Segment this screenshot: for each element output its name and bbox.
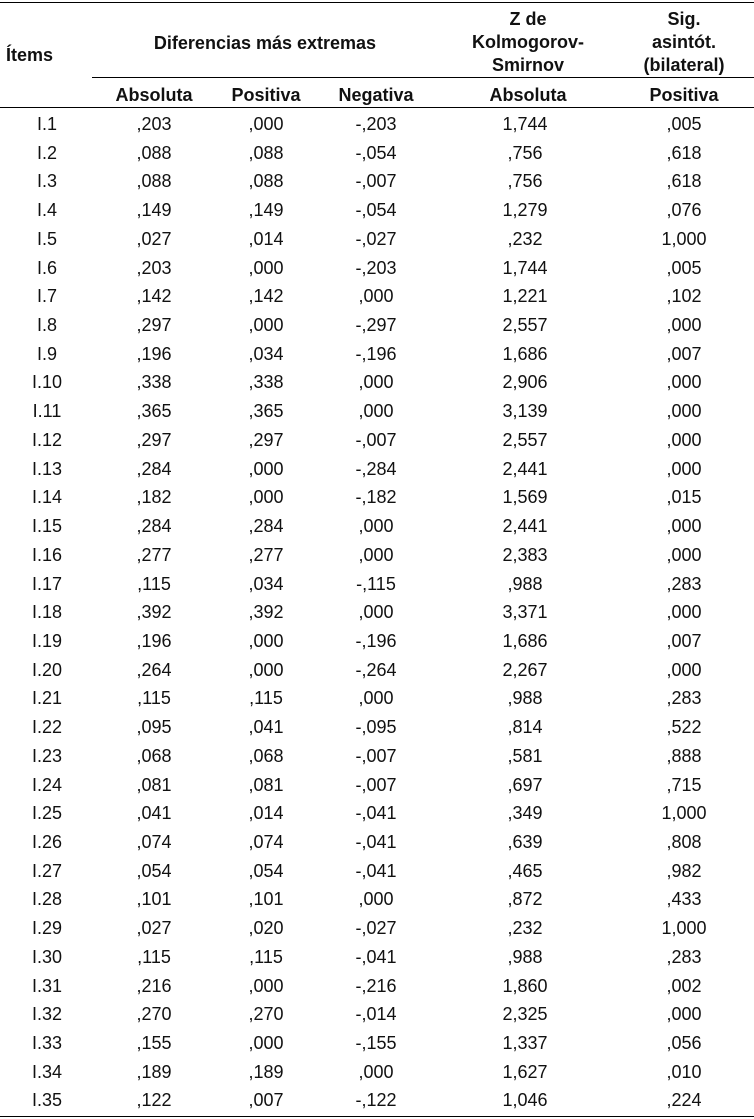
cell-positiva: ,115	[249, 946, 283, 967]
cell-positiva: ,297	[248, 429, 284, 450]
cell-absoluta: ,088	[136, 142, 172, 163]
cell-sig-positiva: ,715	[666, 774, 702, 795]
cell-positiva: ,000	[248, 487, 284, 508]
cell-absoluta: ,041	[136, 803, 172, 824]
cell-sig-positiva: ,056	[666, 1033, 702, 1053]
table-row	[0, 1000, 754, 1029]
cell-item: I.18	[31, 602, 63, 623]
table-row	[0, 885, 754, 914]
cell-negativa: -,027	[355, 228, 397, 249]
cell-negativa: -,014	[355, 1004, 397, 1025]
table-row	[0, 828, 754, 857]
cell-sig-positiva: ,000	[666, 429, 702, 450]
cell-absoluta: ,142	[136, 286, 172, 307]
cell-sig-positiva: ,283	[666, 946, 702, 967]
table-row	[0, 943, 754, 972]
cell-positiva: ,054	[248, 860, 284, 881]
cell-item: I.30	[31, 946, 63, 967]
cell-sig-positiva: ,433	[666, 889, 702, 910]
table-row	[0, 742, 754, 771]
cell-absoluta: ,216	[136, 975, 172, 996]
cell-z-absoluta: ,814	[507, 717, 543, 738]
cell-item: I.19	[31, 630, 63, 651]
cell-z-absoluta: 3,371	[502, 602, 548, 623]
cell-item: I.25	[31, 803, 63, 824]
cell-z-absoluta: 1,337	[502, 1033, 548, 1053]
cell-negativa: -,264	[355, 659, 397, 680]
cell-absoluta: ,196	[136, 630, 172, 651]
table-row	[0, 311, 754, 340]
cell-positiva: ,088	[248, 142, 284, 163]
cell-absoluta: ,284	[136, 458, 172, 479]
cell-sig-positiva: ,076	[666, 200, 702, 221]
cell-item: I.16	[31, 544, 63, 565]
cell-positiva: ,365	[248, 401, 284, 422]
cell-positiva: ,284	[248, 516, 284, 537]
cell-negativa: ,000	[358, 286, 394, 307]
cell-sig-positiva: ,618	[666, 142, 702, 163]
cell-item: I.1	[36, 114, 57, 134]
cell-absoluta: ,115	[137, 688, 171, 709]
subheader-absoluta: Absoluta	[115, 85, 193, 105]
cell-negativa: -,041	[355, 860, 397, 881]
table-row	[0, 139, 754, 168]
cell-sig-positiva: ,224	[666, 1090, 702, 1111]
header-sig-line3: (bilateral)	[643, 55, 725, 75]
cell-absoluta: ,027	[136, 228, 172, 249]
cell-negativa: ,000	[358, 688, 394, 709]
cell-sig-positiva: 1,000	[661, 228, 707, 249]
cell-sig-positiva: ,007	[666, 343, 702, 364]
cell-z-absoluta: 1,221	[502, 286, 548, 307]
subheader-rule	[0, 107, 754, 108]
cell-z-absoluta: ,756	[507, 142, 543, 163]
cell-item: I.10	[31, 372, 63, 393]
cell-sig-positiva: ,808	[666, 831, 702, 852]
cell-sig-positiva: ,522	[666, 717, 702, 738]
cell-sig-positiva: ,000	[666, 516, 702, 537]
cell-item: I.8	[36, 315, 57, 336]
cell-negativa: ,000	[358, 602, 394, 623]
cell-z-absoluta: ,232	[507, 228, 543, 249]
cell-negativa: -,196	[355, 630, 397, 651]
table-row	[0, 972, 754, 1001]
cell-item: I.13	[31, 458, 63, 479]
cell-negativa: -,054	[355, 142, 397, 163]
table-row	[0, 656, 754, 685]
table-row	[0, 167, 754, 196]
cell-sig-positiva: ,283	[666, 573, 702, 594]
cell-negativa: -,297	[355, 315, 397, 336]
cell-z-absoluta: 2,267	[502, 659, 548, 680]
cell-positiva: ,101	[248, 889, 284, 910]
cell-z-absoluta: ,697	[507, 774, 543, 795]
cell-absoluta: ,392	[136, 602, 172, 623]
cell-absoluta: ,074	[136, 831, 172, 852]
cell-sig-positiva: ,000	[666, 1004, 702, 1025]
cell-negativa: -,027	[355, 918, 397, 939]
cell-positiva: ,041	[248, 717, 284, 738]
cell-sig-positiva: ,005	[666, 257, 702, 278]
cell-item: I.14	[31, 487, 63, 508]
cell-positiva: ,088	[248, 171, 284, 192]
cell-z-absoluta: ,756	[507, 171, 543, 192]
table-row	[0, 1086, 754, 1115]
cell-sig-positiva: ,000	[666, 544, 702, 565]
cell-sig-positiva: ,618	[666, 171, 702, 192]
cell-sig-positiva: ,005	[666, 114, 702, 134]
cell-absoluta: ,081	[136, 774, 172, 795]
table-row	[0, 483, 754, 512]
cell-z-absoluta: 2,441	[502, 458, 548, 479]
cell-item: I.29	[31, 918, 63, 939]
cell-negativa: -,284	[355, 458, 397, 479]
cell-sig-positiva: ,000	[666, 602, 702, 623]
cell-negativa: -,196	[355, 343, 397, 364]
cell-sig-positiva: ,000	[666, 315, 702, 336]
table-row	[0, 225, 754, 254]
table-bottom-rule	[0, 1116, 754, 1117]
cell-negativa: ,000	[358, 544, 394, 565]
cell-sig-positiva: ,010	[666, 1061, 702, 1082]
cell-z-absoluta: ,988	[507, 688, 543, 709]
cell-z-absoluta: ,349	[507, 803, 543, 824]
table-row	[0, 799, 754, 828]
cell-positiva: ,074	[248, 831, 284, 852]
cell-z-absoluta: 1,279	[502, 200, 548, 221]
table-row	[0, 397, 754, 426]
cell-item: I.5	[36, 228, 57, 249]
cell-item: I.20	[31, 659, 63, 680]
cell-positiva: ,081	[248, 774, 284, 795]
subheader-sig-positiva: Positiva	[649, 85, 719, 105]
table-row	[0, 426, 754, 455]
cell-absoluta: ,027	[136, 918, 172, 939]
cell-positiva: ,338	[248, 372, 284, 393]
cell-item: I.27	[31, 860, 63, 881]
subheader-z-absoluta: Absoluta	[489, 85, 567, 105]
table-row	[0, 713, 754, 742]
cell-absoluta: ,264	[136, 659, 172, 680]
cell-positiva: ,000	[248, 1033, 284, 1053]
cell-item: I.26	[31, 831, 63, 852]
cell-negativa: ,000	[358, 889, 394, 910]
cell-absoluta: ,182	[136, 487, 172, 508]
header-z-line2: Kolmogorov-	[472, 32, 584, 52]
cell-positiva: ,000	[248, 975, 284, 996]
cell-positiva: ,020	[248, 918, 284, 939]
cell-item: I.17	[31, 573, 63, 594]
cell-sig-positiva: ,002	[666, 975, 702, 996]
cell-absoluta: ,297	[136, 429, 172, 450]
cell-item: I.35	[31, 1090, 63, 1111]
header-items: Ítems	[6, 45, 54, 65]
header-z-line1: Z de	[509, 9, 547, 29]
header-group-rule	[92, 77, 754, 78]
cell-z-absoluta: 2,906	[502, 372, 548, 393]
cell-item: I.28	[31, 889, 63, 910]
cell-absoluta: ,203	[136, 257, 172, 278]
cell-positiva: ,000	[248, 458, 284, 479]
cell-item: I.31	[31, 975, 63, 996]
cell-positiva: ,014	[248, 228, 284, 249]
cell-z-absoluta: ,988	[507, 946, 543, 967]
table-row	[0, 340, 754, 369]
cell-z-absoluta: 1,744	[502, 257, 548, 278]
cell-z-absoluta: 3,139	[502, 401, 548, 422]
cell-sig-positiva: ,007	[666, 630, 702, 651]
cell-absoluta: ,189	[136, 1061, 172, 1082]
cell-positiva: ,000	[248, 315, 284, 336]
cell-z-absoluta: ,872	[507, 889, 543, 910]
cell-absoluta: ,149	[136, 200, 172, 221]
cell-negativa: ,000	[358, 1061, 394, 1082]
cell-absoluta: ,203	[136, 114, 172, 134]
header-sig-line2: asintót.	[651, 32, 716, 52]
cell-z-absoluta: ,465	[507, 860, 543, 881]
cell-absoluta: ,270	[136, 1004, 172, 1025]
cell-negativa: ,000	[358, 401, 394, 422]
cell-positiva: ,142	[248, 286, 284, 307]
cell-sig-positiva: ,982	[666, 860, 702, 881]
cell-z-absoluta: 1,046	[502, 1090, 548, 1111]
cell-sig-positiva: ,000	[666, 401, 702, 422]
cell-absoluta: ,196	[136, 343, 172, 364]
cell-negativa: -,216	[355, 975, 397, 996]
cell-negativa: -,007	[355, 745, 397, 766]
cell-item: I.3	[36, 171, 57, 192]
cell-item: I.33	[31, 1033, 63, 1053]
cell-z-absoluta: 1,860	[502, 975, 548, 996]
table-row	[0, 857, 754, 886]
table-row	[0, 368, 754, 397]
cell-absoluta: ,277	[136, 544, 172, 565]
table-row	[0, 1029, 754, 1058]
cell-z-absoluta: ,988	[507, 573, 543, 594]
cell-negativa: -,122	[355, 1090, 397, 1111]
cell-z-absoluta: 2,441	[502, 516, 548, 537]
cell-negativa: -,095	[355, 717, 397, 738]
cell-negativa: -,182	[355, 487, 397, 508]
cell-z-absoluta: 2,325	[502, 1004, 548, 1025]
cell-item: I.23	[31, 745, 63, 766]
cell-absoluta: ,115	[137, 573, 171, 594]
cell-item: I.32	[31, 1004, 63, 1025]
cell-absoluta: ,115	[137, 946, 171, 967]
table-row	[0, 627, 754, 656]
cell-item: I.24	[31, 774, 63, 795]
cell-z-absoluta: 2,383	[502, 544, 548, 565]
cell-negativa: -,155	[355, 1033, 397, 1053]
cell-absoluta: ,054	[136, 860, 172, 881]
cell-negativa: ,000	[358, 372, 394, 393]
cell-item: I.12	[31, 429, 63, 450]
cell-positiva: ,149	[248, 200, 284, 221]
cell-absoluta: ,095	[136, 717, 172, 738]
cell-negativa: ,000	[358, 516, 394, 537]
cell-sig-positiva: 1,000	[661, 918, 707, 939]
cell-negativa: -,054	[355, 200, 397, 221]
cell-negativa: -,007	[355, 171, 397, 192]
cell-negativa: -,115	[356, 573, 396, 594]
cell-z-absoluta: 1,744	[502, 114, 548, 134]
cell-z-absoluta: ,232	[507, 918, 543, 939]
header-z-line3: Smirnov	[491, 55, 565, 75]
cell-sig-positiva: ,000	[666, 458, 702, 479]
cell-absoluta: ,297	[136, 315, 172, 336]
cell-item: I.21	[31, 688, 63, 709]
table-row	[0, 282, 754, 311]
table-row	[0, 914, 754, 943]
cell-negativa: -,007	[355, 429, 397, 450]
cell-positiva: ,034	[248, 343, 284, 364]
cell-sig-positiva: ,015	[666, 487, 702, 508]
cell-negativa: -,203	[355, 114, 397, 134]
cell-sig-positiva: 1,000	[661, 803, 707, 824]
table-row	[0, 541, 754, 570]
subheader-positiva: Positiva	[231, 85, 301, 105]
cell-absoluta: ,088	[136, 171, 172, 192]
table-row	[0, 512, 754, 541]
cell-sig-positiva: ,283	[666, 688, 702, 709]
cell-sig-positiva: ,000	[666, 372, 702, 393]
cell-positiva: ,277	[248, 544, 284, 565]
cell-item: I.2	[36, 142, 57, 163]
cell-negativa: -,007	[355, 774, 397, 795]
cell-z-absoluta: ,581	[507, 745, 543, 766]
table-row	[0, 598, 754, 627]
cell-positiva: ,007	[248, 1090, 284, 1111]
table-body	[0, 110, 754, 1115]
cell-z-absoluta: 1,686	[502, 343, 548, 364]
cell-positiva: ,000	[248, 257, 284, 278]
table-row	[0, 1058, 754, 1087]
cell-positiva: ,068	[248, 745, 284, 766]
cell-absoluta: ,284	[136, 516, 172, 537]
cell-negativa: -,041	[355, 831, 397, 852]
cell-absoluta: ,068	[136, 745, 172, 766]
cell-item: I.34	[31, 1061, 63, 1082]
cell-positiva: ,189	[248, 1061, 284, 1082]
cell-positiva: ,000	[248, 114, 284, 134]
table-row	[0, 254, 754, 283]
cell-item: I.15	[31, 516, 63, 537]
cell-item: I.6	[36, 257, 57, 278]
cell-z-absoluta: 2,557	[502, 315, 548, 336]
cell-item: I.9	[36, 343, 57, 364]
cell-positiva: ,115	[249, 688, 283, 709]
cell-sig-positiva: ,102	[666, 286, 702, 307]
cell-absoluta: ,155	[136, 1033, 172, 1053]
cell-positiva: ,000	[248, 630, 284, 651]
cell-positiva: ,270	[248, 1004, 284, 1025]
cell-absoluta: ,338	[136, 372, 172, 393]
header-sig-line1: Sig.	[667, 9, 701, 29]
table-top-rule	[0, 2, 754, 3]
cell-sig-positiva: ,000	[666, 659, 702, 680]
cell-negativa: -,203	[355, 257, 397, 278]
cell-z-absoluta: 1,686	[502, 630, 548, 651]
subheader-negativa: Negativa	[338, 85, 414, 105]
cell-positiva: ,014	[248, 803, 284, 824]
cell-item: I.7	[36, 286, 57, 307]
table-row	[0, 455, 754, 484]
header-extreme-differences: Diferencias más extremas	[153, 33, 377, 53]
cell-negativa: -,041	[355, 946, 397, 967]
cell-z-absoluta: 2,557	[502, 429, 548, 450]
cell-positiva: ,392	[248, 602, 284, 623]
table-row	[0, 771, 754, 800]
cell-positiva: ,034	[248, 573, 284, 594]
table-row	[0, 196, 754, 225]
cell-item: I.22	[31, 717, 63, 738]
cell-sig-positiva: ,888	[666, 745, 702, 766]
cell-positiva: ,000	[248, 659, 284, 680]
cell-absoluta: ,122	[136, 1090, 172, 1111]
cell-z-absoluta: ,639	[507, 831, 543, 852]
cell-z-absoluta: 1,569	[502, 487, 548, 508]
cell-z-absoluta: 1,627	[502, 1061, 548, 1082]
cell-absoluta: ,101	[136, 889, 172, 910]
cell-absoluta: ,365	[136, 401, 172, 422]
cell-item: I.11	[32, 401, 62, 422]
table-row	[0, 684, 754, 713]
table-row	[0, 570, 754, 599]
cell-item: I.4	[36, 200, 57, 221]
table-row	[0, 110, 754, 139]
cell-negativa: -,041	[355, 803, 397, 824]
